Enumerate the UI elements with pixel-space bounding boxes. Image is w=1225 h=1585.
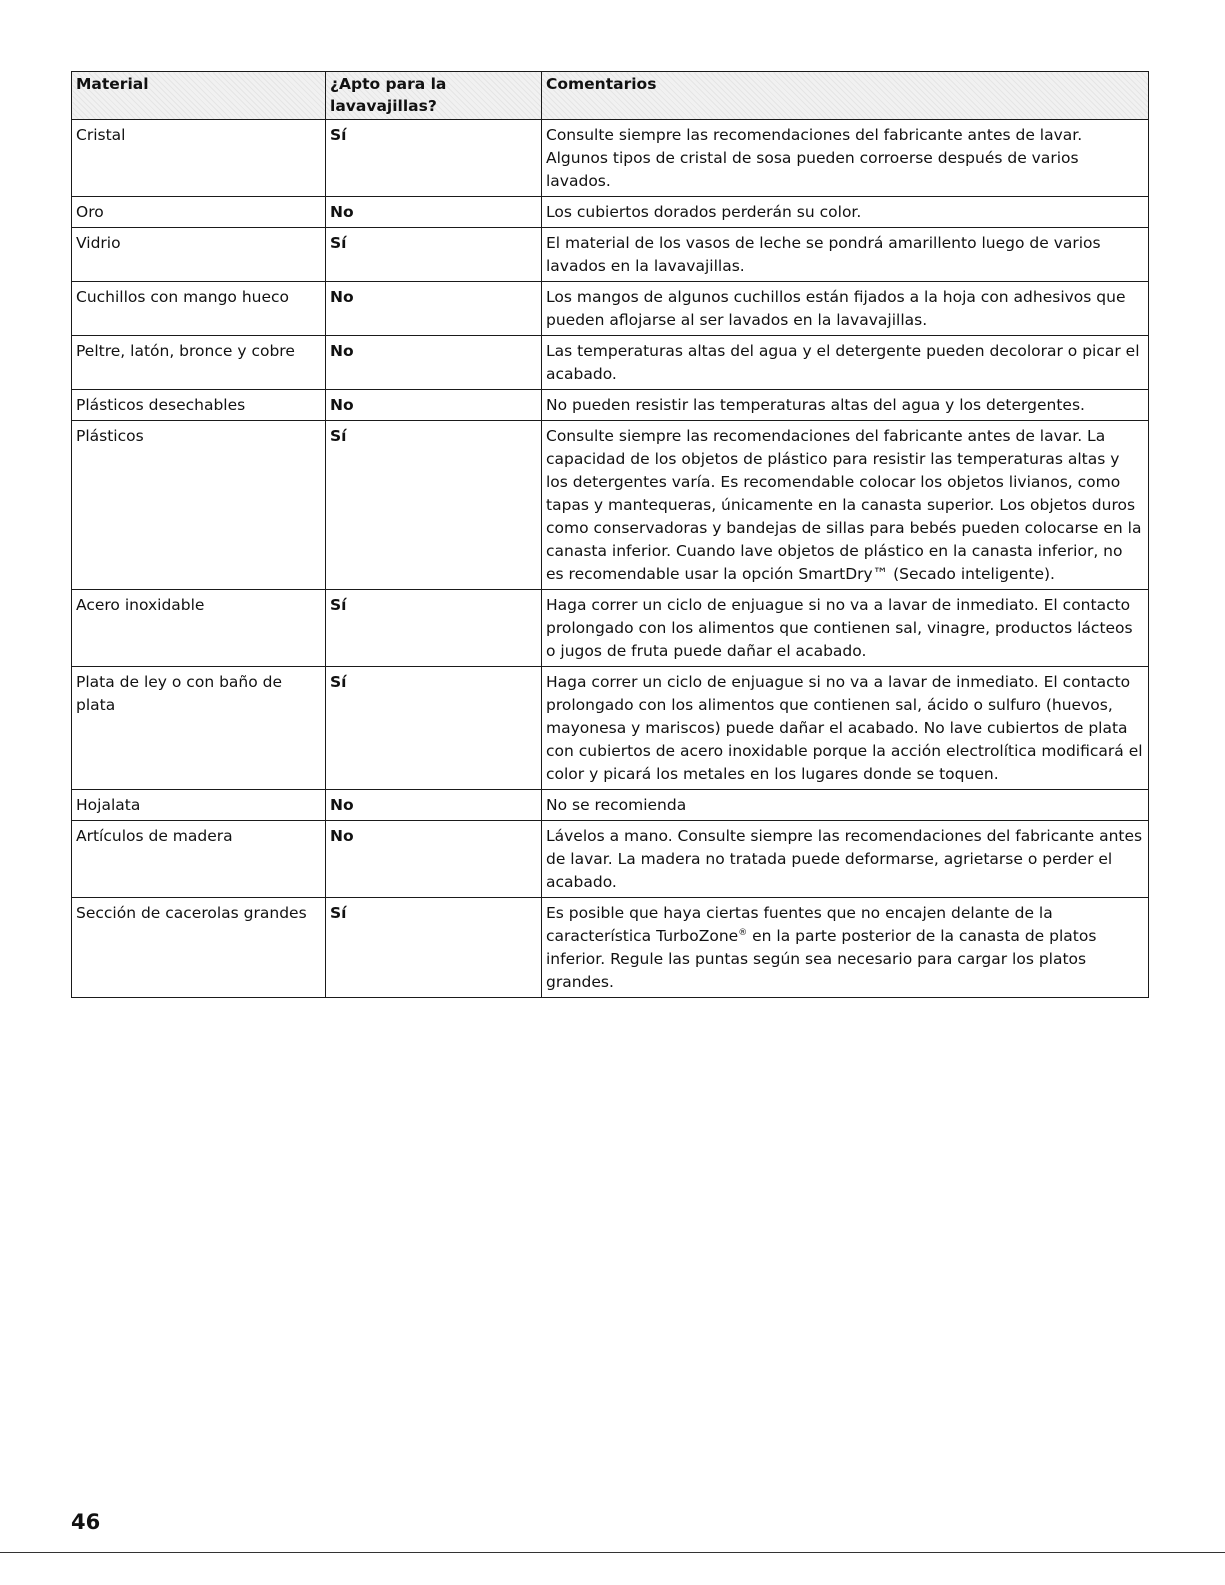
- header-comments: Comentarios: [542, 72, 1149, 120]
- page-number: 46: [71, 1510, 101, 1534]
- dishwasher-safe-cell: No: [326, 282, 542, 336]
- comment-cell: Lávelos a mano. Consulte siempre las recomendaciones del fabricante antes de lavar. La madera no tratada puede deformarse, agrietarse o perder el acabado.: [542, 821, 1149, 898]
- comment-cell: Las temperaturas altas del agua y el detergente pueden decolorar o picar el acabado.: [542, 336, 1149, 390]
- dishwasher-safe-cell: No: [326, 821, 542, 898]
- table-row: [72, 120, 1149, 197]
- dishwasher-safe-cell: No: [326, 390, 542, 421]
- comment-cell: Consulte siempre las recomendaciones del fabricante antes de lavar. Algunos tipos de cristal de sosa pueden corroerse después de varios lavados.: [542, 120, 1149, 197]
- material-cell: Oro: [72, 197, 326, 228]
- table-row: [72, 590, 1149, 667]
- comment-cell: Los mangos de algunos cuchillos están fijados a la hoja con adhesivos que pueden aflojarse al ser lavados en la lavavajillas.: [542, 282, 1149, 336]
- comment-cell: Haga correr un ciclo de enjuague si no va a lavar de inmediato. El contacto prolongado con los alimentos que contienen sal, ácido o sulfuro (huevos, mayonesa y mariscos) puede dañar el acabado. No lave cubiertos de plata con cubiertos de acero inoxidable porque la acción electrolítica modificará el color y picará los metales en los lugares donde se toquen.: [542, 667, 1149, 790]
- table-row: [72, 282, 1149, 336]
- table-row: [72, 197, 1149, 228]
- table-header-row: [72, 72, 1149, 120]
- comment-cell: No se recomienda: [542, 790, 1149, 821]
- table-row: [72, 790, 1149, 821]
- material-cell: Cristal: [72, 120, 326, 197]
- material-cell: Vidrio: [72, 228, 326, 282]
- table-row: [72, 390, 1149, 421]
- material-care-table: [71, 71, 1149, 998]
- material-cell: Plata de ley o con baño de plata: [72, 667, 326, 790]
- dishwasher-safe-cell: Sí: [326, 120, 542, 197]
- dishwasher-safe-cell: Sí: [326, 228, 542, 282]
- comment-cell: [542, 898, 1149, 998]
- dishwasher-safe-cell: No: [326, 790, 542, 821]
- material-cell: Artículos de madera: [72, 821, 326, 898]
- comment-text: en la parte posterior de la canasta de platos inferior. Regule las puntas según sea necesario para cargar los platos grandes.: [546, 927, 1097, 991]
- bottom-rule: [0, 1552, 1225, 1553]
- comment-cell: El material de los vasos de leche se pondrá amarillento luego de varios lavados en la lavavajillas.: [542, 228, 1149, 282]
- dishwasher-safe-cell: Sí: [326, 898, 542, 998]
- table-row: [72, 898, 1149, 998]
- table-row: [72, 667, 1149, 790]
- comment-cell: No pueden resistir las temperaturas altas del agua y los detergentes.: [542, 390, 1149, 421]
- material-cell: Acero inoxidable: [72, 590, 326, 667]
- dishwasher-safe-cell: No: [326, 336, 542, 390]
- table-row: [72, 821, 1149, 898]
- dishwasher-safe-cell: Sí: [326, 590, 542, 667]
- material-cell: Plásticos desechables: [72, 390, 326, 421]
- comment-cell: Consulte siempre las recomendaciones del fabricante antes de lavar. La capacidad de los objetos de plástico para resistir las temperaturas altas y los detergentes varía. Es recomendable colocar los objetos livianos, como tapas y mantequeras, únicamente en la canasta superior. Los objetos duros como conservadoras y bandejas de sillas para bebés pueden colocarse en la canasta inferior. Cuando lave objetos de plástico en la canasta inferior, no es recomendable usar la opción SmartDry™ (Secado inteligente).: [542, 421, 1149, 590]
- material-cell: Hojalata: [72, 790, 326, 821]
- table-row: [72, 336, 1149, 390]
- comment-text: Es posible que haya ciertas fuentes que no encajen delante de la característica TurboZone: [546, 904, 1053, 945]
- header-material: Material: [72, 72, 326, 120]
- table-row: [72, 421, 1149, 590]
- material-cell: Sección de cacerolas grandes: [72, 898, 326, 998]
- registered-mark: ®: [738, 927, 748, 938]
- dishwasher-safe-cell: No: [326, 197, 542, 228]
- header-dishwasher-safe: ¿Apto para la lavavajillas?: [326, 72, 542, 120]
- table-row: [72, 228, 1149, 282]
- material-cell: Cuchillos con mango hueco: [72, 282, 326, 336]
- comment-cell: Haga correr un ciclo de enjuague si no va a lavar de inmediato. El contacto prolongado con los alimentos que contienen sal, vinagre, productos lácteos o jugos de fruta puede dañar el acabado.: [542, 590, 1149, 667]
- material-cell: Plásticos: [72, 421, 326, 590]
- dishwasher-safe-cell: Sí: [326, 667, 542, 790]
- comment-cell: Los cubiertos dorados perderán su color.: [542, 197, 1149, 228]
- material-cell: Peltre, latón, bronce y cobre: [72, 336, 326, 390]
- dishwasher-safe-cell: Sí: [326, 421, 542, 590]
